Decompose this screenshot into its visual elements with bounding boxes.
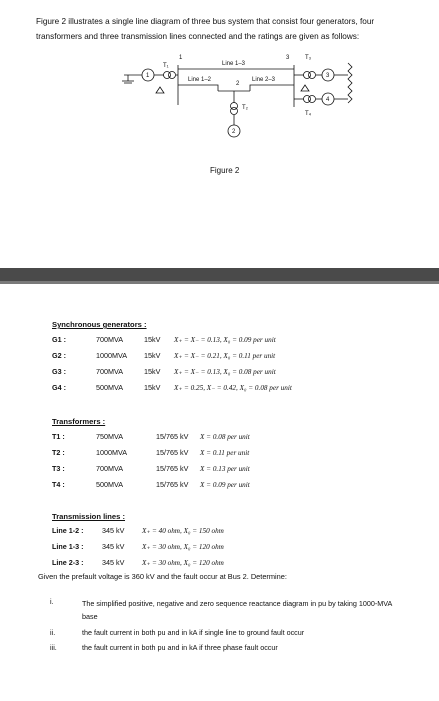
t1-label: T₁ <box>163 63 169 69</box>
bus-2-label: 2 <box>236 81 240 87</box>
generators-heading: Synchronous generators : <box>52 320 147 329</box>
line-row: Line 2-3 : 345 kV X₊ = 30 ohm, X₀ = 120 ohm <box>52 558 224 567</box>
bus-3-label: 3 <box>286 55 290 61</box>
line-1-3-label: Line 1–3 <box>222 61 246 67</box>
delta-icon <box>156 87 164 93</box>
task-number: ii. <box>50 628 56 637</box>
g1-label: 1 <box>146 73 150 79</box>
page-divider-edge <box>0 281 439 284</box>
bus-1-label: 1 <box>179 55 183 61</box>
transformer-row: T3 : 700MVA 15/765 kV X = 0.13 per unit <box>52 464 250 473</box>
line-2-3-label: Line 2–3 <box>252 77 276 83</box>
gen-row: G2 : 1000MVA 15kV X₊ = X₋ = 0.21, X₀ = 0.11 per unit <box>52 351 276 360</box>
figure-caption: Figure 2 <box>210 166 240 175</box>
lines-heading: Transmission lines : <box>52 512 126 521</box>
line-1-2 <box>178 85 218 91</box>
gen-row: G4 : 500MVA 15kV X₊ = 0.25, X₋ = 0.42, X₀ = 0.08 per unit <box>52 383 292 392</box>
page-divider <box>0 268 439 281</box>
single-line-diagram <box>100 45 370 185</box>
transformer-row: T4 : 500MVA 15/765 kV X = 0.09 per unit <box>52 480 250 489</box>
task-text: the fault current in both pu and in kA if three phase fault occur <box>82 643 278 652</box>
line-row: Line 1-3 : 345 kV X₊ = 30 ohm, X₀ = 120 ohm <box>52 542 224 551</box>
line-2-3 <box>250 85 294 91</box>
g3-label: 3 <box>326 73 330 79</box>
t3-label: T₃ <box>305 55 312 61</box>
t2-label: T₂ <box>242 105 248 111</box>
task-text: the fault current in both pu and in kA if single line to ground fault occur <box>82 628 305 637</box>
g4-label: 4 <box>326 97 330 103</box>
gen-row: G1 : 700MVA 15kV X₊ = X₋ = 0.13, X₀ = 0.09 per unit <box>52 335 276 344</box>
transformers-heading: Transformers : <box>52 417 106 426</box>
task-number: i. <box>50 597 54 606</box>
gen-row: G3 : 700MVA 15kV X₊ = X₋ = 0.13, X₀ = 0.08 per unit <box>52 367 276 376</box>
line-1-2-label: Line 1–2 <box>188 77 212 83</box>
determine-statement: Given the prefault voltage is 360 kV and the fault occur at Bus 2. Determine: <box>38 572 287 581</box>
transformer-row: T2 : 1000MVA 15/765 kV X = 0.11 per unit <box>52 448 250 457</box>
intro-paragraph: Figure 2 illustrates a single line diagram of three bus system that consist four generators, four transformers and three transmission lines connected and the ratings are given as follows: <box>36 17 375 41</box>
task-number: iii. <box>50 643 57 652</box>
line-row: Line 1-2 : 345 kV X₊ = 40 ohm, X₀ = 150 ohm <box>52 526 224 535</box>
t4-label: T₄ <box>305 111 312 117</box>
transformer-row: T1 : 750MVA 15/765 kV X = 0.08 per unit <box>52 432 250 441</box>
g2-label: 2 <box>232 129 236 135</box>
task-text: The simplified positive, negative and zero sequence reactance diagram in pu by taking 1000-MVA base <box>82 599 392 621</box>
